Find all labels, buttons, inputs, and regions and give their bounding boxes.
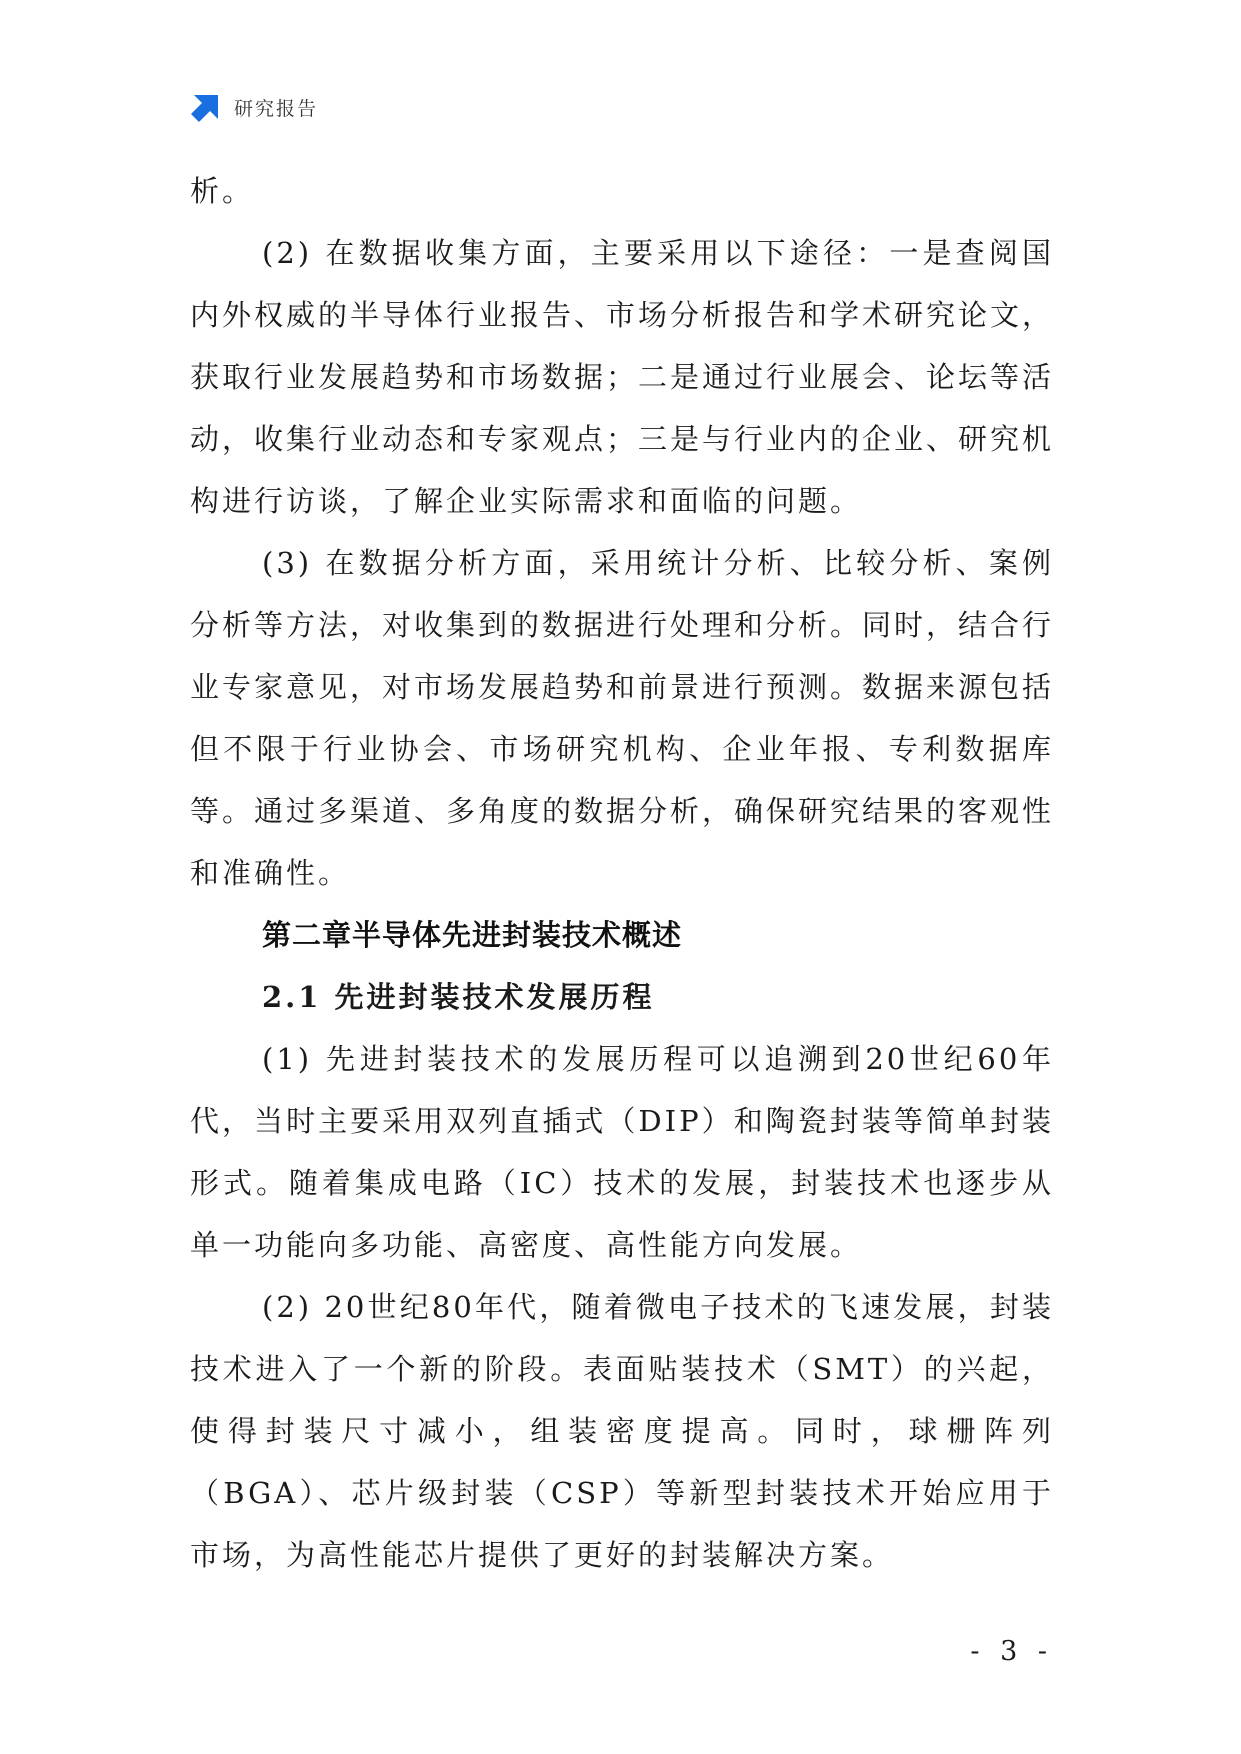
paragraph-data-collection: (2) 在数据收集方面，主要采用以下途径：一是查阅国内外权威的半导体行业报告、市场分析报告和学术研究论文，获取行业发展趋势和市场数据；二是通过行业展会、论坛等活动，收集行业动态和专家观点；三是与行业内的企业、研究机构进行访谈，了解企业实际需求和面临的问题。 bbox=[190, 236, 1055, 518]
page-header bbox=[190, 90, 318, 124]
page-number: - 3 - bbox=[970, 1636, 1053, 1667]
paragraph-history-2: (2) 20世纪80年代，随着微电子技术的飞速发展，封装技术进入了一个新的阶段。表面贴装技术（SMT）的兴起，使得封装尺寸减小，组装密度提高。同时，球栅阵列（BGA）、芯片级封装（CSP）等新型封装技术开始应用于市场，为高性能芯片提供了更好的封装解决方案。 bbox=[190, 1290, 1054, 1572]
paragraph-continuation: 析。 bbox=[190, 174, 255, 208]
arrow-up-right-icon bbox=[190, 91, 222, 123]
header-title: 研究报告 bbox=[234, 97, 319, 120]
paragraph-history-1: (1) 先进封装技术的发展历程可以追溯到20世纪60年代，当时主要采用双列直插式（DIP）和陶瓷封装等简单封装形式。随着集成电路（IC）技术的发展，封装技术也逐步从单一功能向多功能、高密度、高性能方向发展。 bbox=[190, 1042, 1054, 1262]
chapter-title: 第二章半导体先进封装技术概述 bbox=[262, 918, 683, 952]
paragraph-data-analysis: (3) 在数据分析方面，采用统计分析、比较分析、案例分析等方法，对收集到的数据进行处理和分析。同时，结合行业专家意见，对市场发展趋势和前景进行预测。数据来源包括但不限于行业协会、市场研究机构、企业年报、专利数据库等。通过多渠道、多角度的数据分析，确保研究结果的客观性和准确性。 bbox=[190, 546, 1055, 890]
document-body bbox=[190, 160, 1054, 1586]
section-title: 2.1 先进封装技术发展历程 bbox=[262, 980, 655, 1014]
